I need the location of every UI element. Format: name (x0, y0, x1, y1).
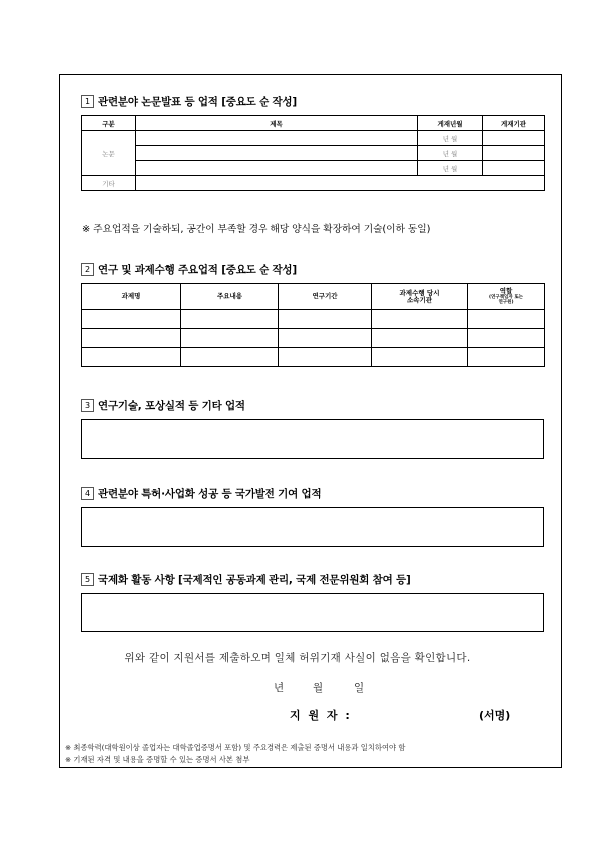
col-header-category: 구분 (82, 116, 136, 131)
note-text: ※ 주요업적을 기술하되, 공간이 부족할 경우 해당 양식을 확장하여 기술(이하 동일) (82, 224, 431, 235)
col-header-pub-date: 게재년월 (418, 116, 483, 131)
section-1-title (81, 94, 297, 109)
section-1-number: 1 (81, 95, 94, 108)
year-month-cell[interactable]: 년 월 (418, 146, 483, 161)
section-4-label: 관련분야 특허·사업화 성공 등 국가발전 기여 업적 (98, 488, 322, 500)
cell[interactable] (181, 310, 279, 329)
cell[interactable] (372, 310, 468, 329)
cell[interactable] (279, 310, 372, 329)
cell[interactable] (279, 329, 372, 348)
table-row (82, 348, 545, 367)
patent-contribution-box[interactable] (81, 507, 544, 547)
section-2-label: 연구 및 과제수행 주요업적 [중요도 순 작성] (98, 264, 297, 276)
col-header-role-line2: (연구책임자 또는 (488, 295, 524, 300)
year-month-cell[interactable]: 년 월 (418, 131, 483, 146)
footnote-1: ※ 최종학력(대학원이상 졸업자는 대학졸업증명서 포함) 및 주요경력은 제출된 증명서 내용과 일치하여야 함 (65, 743, 406, 752)
title-cell[interactable] (136, 131, 418, 146)
international-activity-box[interactable] (81, 593, 544, 632)
section-1-label: 관련분야 논문발표 등 업적 [중요도 순 작성] (98, 96, 297, 108)
col-header-role (468, 284, 545, 310)
cell[interactable] (372, 329, 468, 348)
col-header-affiliation (372, 284, 468, 310)
section-4-number: 4 (81, 487, 94, 500)
confirmation-statement: 위와 같이 지원서를 제출하오며 일체 허위기재 사실이 없음을 확인합니다. (124, 652, 471, 664)
cell[interactable] (468, 329, 545, 348)
table-row (82, 329, 545, 348)
row-label-other: 기타 (82, 176, 136, 191)
section-5-title (81, 572, 411, 587)
date-day-label: 일 (354, 682, 365, 694)
publisher-cell[interactable] (483, 146, 545, 161)
section-4-title (81, 486, 321, 501)
cell[interactable] (82, 329, 181, 348)
row-label-paper: 논문 (82, 131, 136, 176)
date-year-label: 년 (274, 682, 285, 694)
cell[interactable] (279, 348, 372, 367)
section-3-number: 3 (81, 399, 94, 412)
table-row (82, 161, 545, 176)
col-header-publisher: 게재기관 (483, 116, 545, 131)
section-3-label: 연구기술, 포상실적 등 기타 업적 (98, 400, 245, 412)
col-header-role-line3: 연구원) (498, 300, 514, 305)
date-month-label: 월 (313, 682, 324, 694)
table-row (82, 310, 545, 329)
cell[interactable] (468, 310, 545, 329)
publisher-cell[interactable] (483, 161, 545, 176)
table-row (82, 146, 545, 161)
footnote-2: ※ 기재된 자격 및 내용을 증명할 수 있는 증명서 사본 첨부 (65, 755, 250, 764)
section-5-label: 국제화 활동 사항 [국제적인 공동과제 관리, 국제 전문위원회 참여 등] (98, 574, 411, 586)
col-header-affiliation-line2: 소속기관 (406, 295, 433, 304)
title-cell[interactable] (136, 146, 418, 161)
section-2-number: 2 (81, 263, 94, 276)
section-3-title (81, 398, 245, 413)
col-header-role-line1: 역할 (499, 287, 513, 295)
signature-label: (서명) (479, 709, 511, 722)
cell[interactable] (82, 310, 181, 329)
table-header-row (82, 284, 545, 310)
other-achievements-box[interactable] (81, 419, 544, 459)
cell[interactable] (181, 329, 279, 348)
section-5-number: 5 (81, 573, 94, 586)
year-month-cell[interactable]: 년 월 (418, 161, 483, 176)
title-cell[interactable] (136, 161, 418, 176)
section-2-title (81, 262, 297, 277)
table-row (82, 176, 545, 191)
table-header-row (82, 116, 545, 131)
cell[interactable] (372, 348, 468, 367)
cell[interactable] (468, 348, 545, 367)
applicant-label: 지 원 자 : (290, 709, 352, 722)
col-header-content: 주요내용 (181, 284, 279, 310)
col-header-title: 제목 (136, 116, 418, 131)
col-header-period: 연구기간 (279, 284, 372, 310)
publisher-cell[interactable] (483, 131, 545, 146)
table-row (82, 131, 545, 146)
cell[interactable] (82, 348, 181, 367)
other-cell[interactable] (136, 176, 545, 191)
projects-table (81, 283, 545, 367)
papers-table (81, 115, 545, 191)
col-header-project: 과제명 (82, 284, 181, 310)
cell[interactable] (181, 348, 279, 367)
col-header-affiliation-line1: 과제수행 당시 (399, 288, 440, 297)
